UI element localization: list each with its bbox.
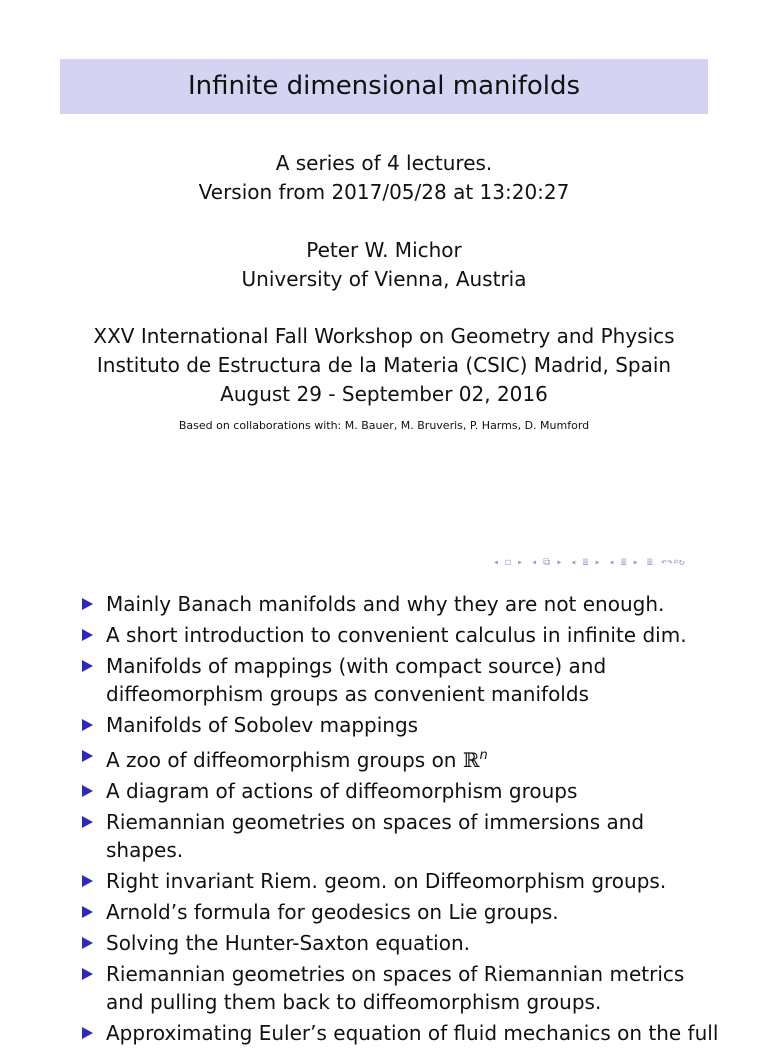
bullet-triangle-icon: [82, 816, 93, 828]
bullet-triangle-icon: [82, 629, 93, 641]
subsection-nav-icon[interactable]: ◂ ⧉ ▸: [531, 557, 563, 568]
section-nav-icon[interactable]: ◂ ≣ ▸: [570, 557, 601, 568]
list-item: Manifolds of Sobolev mappings: [80, 711, 720, 739]
author-name: Peter W. Michor: [306, 238, 462, 262]
bullet-triangle-icon: [82, 598, 93, 610]
real-numbers-symbol: ℝ: [462, 748, 480, 772]
bullet-triangle-icon: [82, 719, 93, 731]
collaborations-note: Based on collaborations with: M. Bauer, M. Bruveris, P. Harms, D. Mumford: [178, 419, 590, 432]
dimension-exponent: n: [479, 748, 488, 763]
lecture-series-line: A series of 4 lectures.: [275, 151, 493, 175]
list-item: Riemannian geometries on spaces of Riemannian metrics and pulling them back to diffeomorphism groups.: [80, 960, 720, 1016]
list-item: Riemannian geometries on spaces of immersions and shapes.: [80, 808, 720, 864]
author-affiliation: University of Vienna, Austria: [241, 267, 527, 291]
bullet-triangle-icon: [82, 1027, 93, 1039]
list-item: Arnold’s formula for geodesics on Lie groups.: [80, 898, 720, 926]
bullet-triangle-icon: [82, 785, 93, 797]
version-line: Version from 2017/05/28 at 13:20:27: [198, 180, 570, 204]
bullet-triangle-icon: [82, 906, 93, 918]
slide-title-bar: [60, 59, 708, 114]
bullet-triangle-icon: [82, 660, 93, 672]
workshop-venue: Instituto de Estructura de la Materia (CSIC) Madrid, Spain: [96, 353, 672, 377]
bullet-triangle-icon: [82, 968, 93, 980]
workshop-name: XXV International Fall Workshop on Geometry and Physics: [93, 324, 675, 348]
outline-bullet-list: [80, 590, 720, 1050]
toc-nav-icon[interactable]: ≣: [646, 557, 653, 568]
list-item: Right invariant Riem. geom. on Diffeomorphism groups.: [80, 867, 720, 895]
list-item: Manifolds of mappings (with compact source) and diffeomorphism groups as convenient manifolds: [80, 652, 720, 708]
list-item: Mainly Banach manifolds and why they are not enough.: [80, 590, 720, 618]
list-item: A short introduction to convenient calculus in infinite dim.: [80, 621, 720, 649]
bullet-triangle-icon: [82, 750, 93, 762]
list-item: A zoo of diffeomorphism groups on ℝ$^n$: [80, 742, 720, 774]
bullet-triangle-icon: [82, 875, 93, 887]
frame-nav-icon[interactable]: ◂ ◻ ▸: [493, 557, 524, 568]
search-back-forward-icon[interactable]: ↶↷⌕↻: [660, 557, 685, 568]
subsubsection-nav-icon[interactable]: ◂ ≣ ▸: [608, 557, 639, 568]
slide-title: Infinite dimensional manifolds: [187, 71, 581, 101]
bullet-triangle-icon: [82, 937, 93, 949]
beamer-navigation: [493, 557, 687, 571]
list-item: Approximating Euler’s equation of fluid mechanics on the full: [80, 1019, 720, 1047]
workshop-dates: August 29 - September 02, 2016: [220, 382, 548, 406]
list-item: Solving the Hunter-Saxton equation.: [80, 929, 720, 957]
list-item: A diagram of actions of diffeomorphism groups: [80, 777, 720, 805]
